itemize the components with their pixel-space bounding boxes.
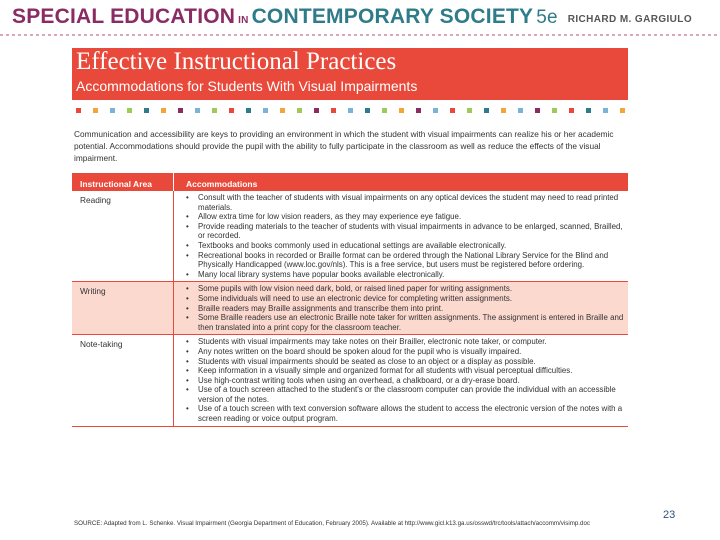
brand-edition: 5e <box>536 7 558 28</box>
header-accommodations: Accommodations <box>186 179 258 189</box>
accommodations-list <box>174 191 628 281</box>
table-row <box>72 191 628 282</box>
decorative-square <box>263 108 268 113</box>
brand-part2: CONTEMPORARY SOCIETY <box>251 5 534 28</box>
decorative-square <box>144 108 149 113</box>
accommodation-item: • Some Braille readers use an electronic Braille note taker for written assignments. The assignment is entered in Braille and then translated into a print copy for the classroom teacher. <box>198 313 624 332</box>
decorative-square <box>399 108 404 113</box>
decorative-square <box>76 108 81 113</box>
decorative-square <box>484 108 489 113</box>
decorative-square <box>212 108 217 113</box>
accommodation-item: • Allow extra time for low vision readers, as they may experience eye fatigue. <box>198 212 624 222</box>
accommodation-item: • Use high-contrast writing tools when using an overhead, a chalkboard, or a dry-erase board. <box>198 376 624 386</box>
accommodation-item: • Use of a touch screen with text conversion software allows the student to access the electronic version of the notes with a screen reading or voice output program. <box>198 404 624 423</box>
decorative-square <box>161 108 166 113</box>
decorative-square <box>552 108 557 113</box>
accommodations-list <box>174 335 628 425</box>
instructional-area-cell: Reading <box>72 191 174 281</box>
decorative-square <box>382 108 387 113</box>
intro-paragraph: Communication and accessibility are keys to providing an environment in which the student with visual impairments can realize his or her academic potential. Accommodations should provide the pupil with the ability to fully participate in the classroom as well as reduce the effects of the visual impairment. <box>74 129 614 163</box>
decorative-square <box>620 108 625 113</box>
decorative-square <box>603 108 608 113</box>
slide-header <box>0 0 720 36</box>
decorative-square <box>586 108 591 113</box>
decorative-square <box>365 108 370 113</box>
accommodation-item: • Recreational books in recorded or Braille format can be ordered through the National Library Service for the Blind and Physically Handicapped (www.loc.gov/nls). This is a free service, but users must be registered before ordering. <box>198 251 624 270</box>
source-note: SOURCE: Adapted from L. Schenke. Visual Impairment (Georgia Department of Education, February 2005). Available at http://www.gicl.k13.ga.us/osswd/trc/tools/attach/accomm/visimp.doc <box>74 520 590 527</box>
page-number: 23 <box>663 509 676 521</box>
decorative-square <box>467 108 472 113</box>
accommodation-item: • Provide reading materials to the teacher of students with visual impairments in advance to be enlarged, scanned, Brailled, or recorded. <box>198 222 624 241</box>
instructional-area-cell: Note-taking <box>72 335 174 425</box>
title-banner <box>72 48 628 100</box>
accommodation-item: • Students with visual impairments may take notes on their Brailler, electronic note taker, or computer. <box>198 337 624 347</box>
accommodation-item: • Keep information in a visually simple and organized format for all students with visual perceptual difficulties. <box>198 366 624 376</box>
decorative-square <box>569 108 574 113</box>
decorative-square <box>195 108 200 113</box>
book-brand <box>12 5 558 29</box>
brand-part1: SPECIAL EDUCATION <box>12 5 236 28</box>
accommodation-item: • Some individuals will need to use an electronic device for completing written assignments. <box>198 294 624 304</box>
decorative-square <box>348 108 353 113</box>
decorative-square <box>297 108 302 113</box>
accommodation-item: • Textbooks and books commonly used in educational settings are available electronically. <box>198 241 624 251</box>
accommodation-item: • Many local library systems have popular books available electronically. <box>198 270 624 280</box>
accommodations-table <box>72 173 628 427</box>
table-body <box>72 191 628 427</box>
decorative-square <box>178 108 183 113</box>
decorative-square <box>93 108 98 113</box>
decorative-square <box>127 108 132 113</box>
instructional-area-cell: Writing <box>72 282 174 334</box>
decorative-square <box>331 108 336 113</box>
accommodation-item: • Braille readers may Braille assignments and transcribe them into print. <box>198 304 624 314</box>
table-header <box>72 173 628 191</box>
decorative-square <box>501 108 506 113</box>
decorative-squares <box>76 108 628 114</box>
decorative-square <box>280 108 285 113</box>
accommodation-item: • Any notes written on the board should be spoken aloud for the pupil who is visually impaired. <box>198 347 624 357</box>
decorative-square <box>450 108 455 113</box>
header-divider <box>0 34 720 36</box>
table-row <box>72 282 628 335</box>
brand-in: IN <box>238 15 249 26</box>
accommodation-item: • Consult with the teacher of students with visual impairments on any optical devices the student may need to read printed materials. <box>198 193 624 212</box>
accommodation-item: • Students with visual impairments should be seated as close to an object or a display as possible. <box>198 357 624 367</box>
decorative-square <box>229 108 234 113</box>
decorative-square <box>518 108 523 113</box>
header-instructional-area: Instructional Area <box>72 173 174 191</box>
decorative-square <box>433 108 438 113</box>
decorative-square <box>416 108 421 113</box>
decorative-square <box>314 108 319 113</box>
banner-title: Effective Instructional Practices <box>76 48 397 75</box>
table-row <box>72 335 628 426</box>
decorative-square <box>110 108 115 113</box>
author-name: RICHARD M. GARGIULO <box>567 14 692 25</box>
banner-subtitle: Accommodations for Students With Visual Impairments <box>76 78 418 94</box>
decorative-square <box>246 108 251 113</box>
decorative-square <box>535 108 540 113</box>
accommodations-list <box>174 282 628 334</box>
accommodation-item: • Some pupils with low vision need dark, bold, or raised lined paper for writing assignments. <box>198 284 624 294</box>
accommodation-item: • Use of a touch screen attached to the student's or the classroom computer can provide the individual with an accessible version of the notes. <box>198 385 624 404</box>
